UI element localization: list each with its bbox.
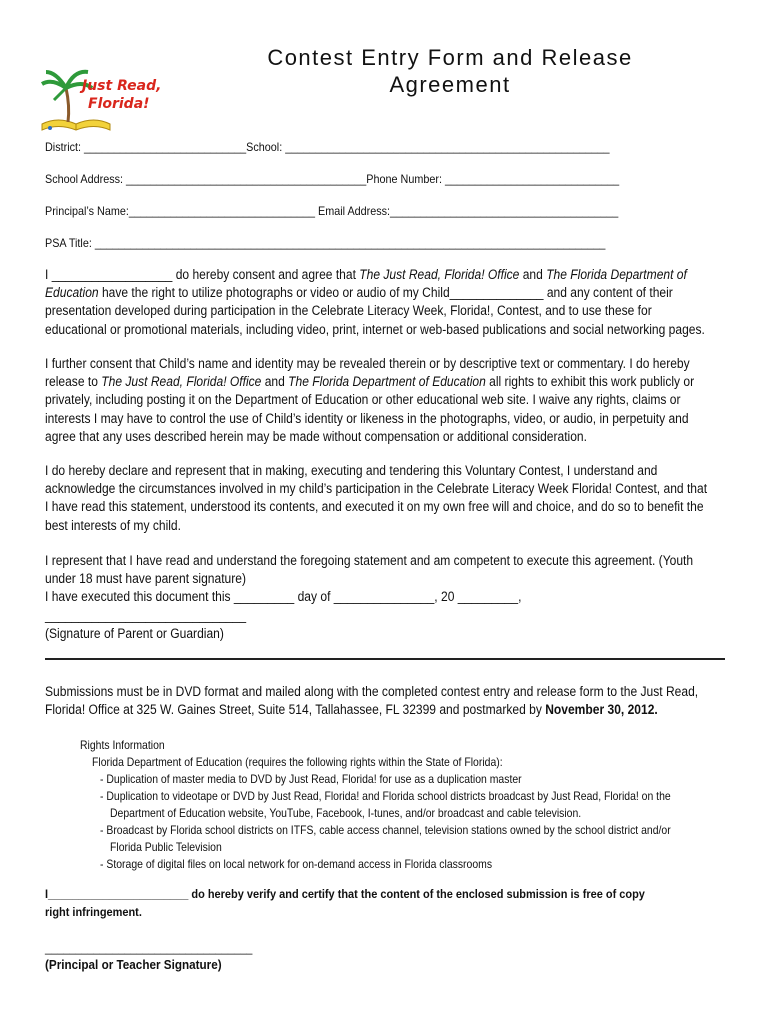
further-text-a: I further consent that Child’s name and identity may be revealed therein or by descriptive text or commentary. I do hereby release to bbox=[45, 356, 690, 390]
submission-deadline: November 30, 2012. bbox=[545, 702, 658, 718]
further-consent-paragraph bbox=[45, 355, 711, 446]
rights-heading: Rights Information bbox=[80, 739, 165, 752]
certify-line-2: right infringement. bbox=[45, 905, 142, 919]
svg-text:Florida!: Florida! bbox=[88, 96, 150, 112]
submission-paragraph bbox=[45, 683, 711, 719]
certify-line[interactable]: I_______________________ do hereby verify and certify that the content of the enclosed submission is free of copy bbox=[45, 887, 645, 901]
psa-title-field[interactable]: PSA Title: _____________________________________________________________________________________ bbox=[45, 236, 606, 250]
department-name-2: The Florida Department of Education bbox=[288, 374, 486, 390]
representation-paragraph bbox=[45, 552, 747, 643]
office-name-2: The Just Read, Florida! Office bbox=[101, 374, 262, 390]
consent-paragraph bbox=[45, 266, 711, 339]
consent-text-a: I __________________ do hereby consent and agree that bbox=[45, 267, 360, 282]
rights-item: - Broadcast by Florida school districts on ITFS, cable access channel, television stations owned by the school district and/or bbox=[100, 824, 671, 837]
representation-line-1: I represent that I have read and understand the foregoing statement and am competent to execute this agreement. (Youth bbox=[45, 553, 694, 568]
svg-text:Just Read,: Just Read, bbox=[82, 78, 162, 94]
district-school-field[interactable]: District: ___________________________School: ______________________________________________________ bbox=[45, 140, 610, 154]
representation-line-2: under 18 must have parent signature) bbox=[45, 571, 246, 587]
rights-item: - Duplication to videotape or DVD by Just Read, Florida! and Florida school districts broadcast by Just Read, Florida! on the bbox=[100, 790, 671, 803]
just-read-florida-logo bbox=[38, 66, 168, 136]
further-text-e: all rights to exhibit this work publicly or privately, including posting it on the Department of Education or other educational web site. I waive any rights, claims or interests I may have to control the use of Child’s identity or likeness in the photographs, video, or audio, in perpetuity and agree that any uses described herein may be made without compensation or additional consideration. bbox=[45, 374, 695, 444]
rights-subheading: Florida Department of Education (requires the following rights within the State of Florida): bbox=[92, 756, 503, 769]
office-name: The Just Read, Florida! Office bbox=[359, 267, 520, 282]
teacher-signature-label: (Principal or Teacher Signature) bbox=[45, 957, 222, 972]
rights-item-continued: Florida Public Television bbox=[110, 841, 222, 854]
title-line-2: Agreement bbox=[389, 72, 511, 97]
rights-item-continued: Department of Education website, YouTube, Facebook, I-tunes, and/or broadcast and cable television. bbox=[110, 807, 582, 820]
title-line-1: Contest Entry Form and Release bbox=[267, 45, 633, 70]
consent-text-c: and bbox=[519, 267, 547, 282]
executed-date-line[interactable]: I have executed this document this _________ day of _______________, 20 _________, bbox=[45, 589, 522, 605]
school-address-phone-field[interactable]: School Address: ________________________________________Phone Number: _____________________________ bbox=[45, 172, 620, 186]
rights-item: - Duplication of master media to DVD by Just Read, Florida! for use as a duplication master bbox=[100, 773, 522, 786]
form-title bbox=[230, 44, 670, 98]
principal-email-field[interactable]: Principal’s Name:_______________________________ Email Address:______________________________________ bbox=[45, 204, 619, 218]
parent-signature-label: (Signature of Parent or Guardian) bbox=[45, 625, 224, 641]
teacher-signature-line[interactable]: __________________________________ bbox=[45, 941, 253, 955]
parent-signature-line[interactable]: ______________________________ bbox=[45, 607, 247, 623]
section-divider bbox=[45, 658, 725, 660]
further-text-c: and bbox=[261, 374, 289, 390]
declaration-paragraph: I do hereby declare and represent that in making, executing and tendering this Voluntary Contest, I understand and acknowledge the circumstances involved in my child’s participation in the Celebrate Literacy Week Florida! Contest, and that I have read this statement, understood its contents, and executed it on my own free will and choice, and do so to benefit the best interests of my child. bbox=[45, 463, 708, 533]
submission-text: Submissions must be in DVD format and mailed along with the completed contest entry and release form to the Just Read, Florida! Office at 325 W. Gaines Street, Suite 514, Tallahassee, FL 32399 and postmarked by bbox=[45, 684, 699, 718]
consent-text-e: have the right to utilize photographs or video or audio of my Child______________ and any content of their presentation developed during participation in the Celebrate Literacy Week, Florida!, Contest, and to use these for educational or promotional materials, including video, print, internet or web-based publications and social networking pages. bbox=[45, 285, 705, 337]
department-name: The Florida Department of Education bbox=[45, 267, 687, 301]
rights-item: - Storage of digital files on local network for on-demand access in Florida classrooms bbox=[100, 858, 493, 871]
